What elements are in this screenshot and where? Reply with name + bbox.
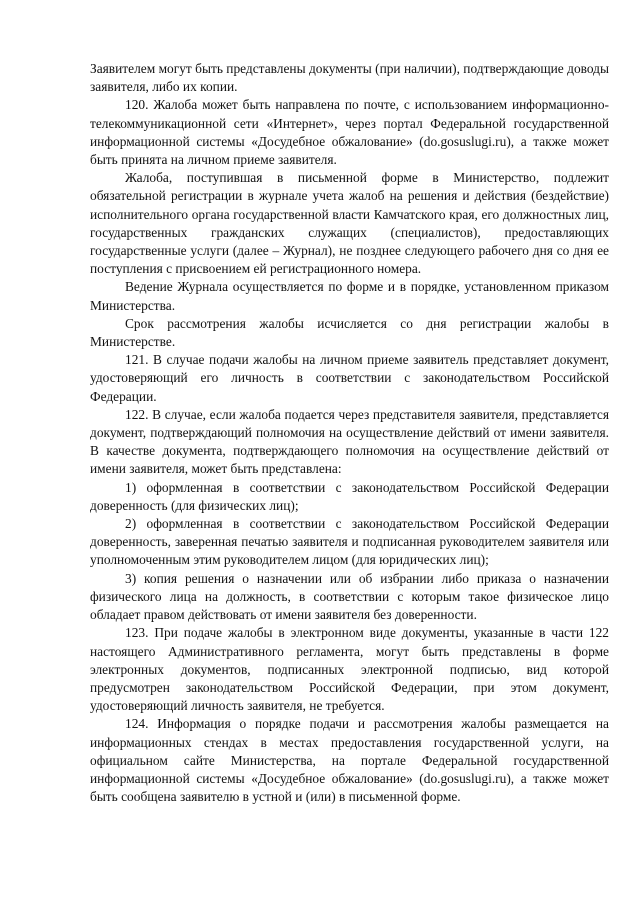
list-item-3: 3) копия решения о назначении или об избрании либо приказа о назначении физического лица на должность, в соответствии с которым такое физическое лицо обладает правом действовать от имени заявителя без доверенности. bbox=[90, 570, 609, 623]
paragraph-123: 123. При подаче жалобы в электронном виде документы, указанные в части 122 настоящего Административного регламента, могут быть представлены в форме электронных документов, подписанных электронной подписью, вид которой предусмотрен законодательством Российской Федерации, при этом документ, удостоверяющий личность заявителя, не требуется. bbox=[90, 625, 609, 714]
document-page bbox=[90, 60, 609, 806]
paragraph-term: Срок рассмотрения жалобы исчисляется со дня регистрации жалобы в Министерстве. bbox=[90, 315, 609, 350]
paragraph-continuation: Заявителем могут быть представлены документы (при наличии), подтверждающие доводы заявителя, либо их копии. bbox=[90, 61, 609, 95]
list-item-1: 1) оформленная в соответствии с законодательством Российской Федерации доверенность (для физических лиц); bbox=[90, 479, 609, 513]
paragraph-journal: Ведение Журнала осуществляется по форме и в порядке, установленном приказом Министерства. bbox=[90, 279, 609, 313]
paragraph-120: 120. Жалоба может быть направлена по почте, с использованием информационно-телекоммуникационной сети «Интернет», через портал Федеральной государственной информационной системы «Досудебное обжалование» (do.gosuslugi.ru), а также может быть принята на личном приеме заявителя. bbox=[90, 97, 609, 168]
paragraph-registration: Жалоба, поступившая в письменной форме в Министерство, подлежит обязательной регистрации в журнале учета жалоб на решения и действия (бездействие) исполнительного органа государственной власти Камчатского края, его должностных лиц, государственных гражданских служащих (специалистов), предоставляющих государственные услуги (далее – Журнал), не позднее следующего рабочего дня со дня ее поступления с присвоением ей регистрационного номера. bbox=[90, 170, 609, 277]
paragraph-121: 121. В случае подачи жалобы на личном приеме заявитель представляет документ, удостоверяющий его личность в соответствии с законодательством Российской Федерации. bbox=[90, 352, 609, 404]
paragraph-122: 122. В случае, если жалоба подается через представителя заявителя, представляется документ, подтверждающий полномочия на осуществление действий от имени заявителя. В качестве документа, подтверждающего полномочия на осуществление действий от имени заявителя, может быть представлена: bbox=[90, 406, 609, 477]
list-item-2: 2) оформленная в соответствии с законодательством Российской Федерации доверенность, заверенная печатью заявителя и подписанная руководителем заявителя или уполномоченным этим руководителем лицом (для юридических лиц); bbox=[90, 516, 609, 568]
paragraph-124: 124. Информация о порядке подачи и рассмотрения жалобы размещается на информационных стендах в местах предоставления государственной услуги, на официальном сайте Министерства, на портале Федеральной государственной информационной системы «Досудебное обжалование» (do.gosuslugi.ru), а также может быть сообщена заявителю в устной и (или) в письменной форме. bbox=[90, 716, 609, 805]
